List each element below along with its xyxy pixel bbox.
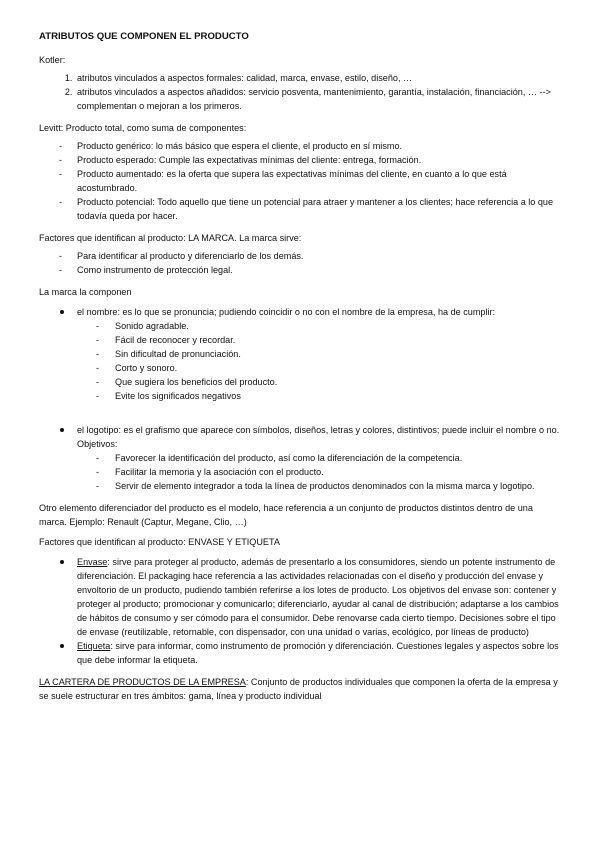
logotipo-sublist — [77, 451, 563, 493]
marca-item: - Para identificar al producto y diferenciarlo de los demás. — [77, 249, 563, 263]
levitt-item: - Producto aumentado: es la oferta que supera las expectativas mínimas del cliente, en cuanto a lo que está acostumbrado. — [77, 167, 563, 195]
levitt-item: - Producto genérico: lo más básico que espera el cliente, el producto en sí mismo. — [77, 139, 563, 153]
nombre-subitem: - Fácil de reconocer y recordar. — [115, 333, 563, 347]
nombre-subitem: - Sin dificultad de pronunciación. — [115, 347, 563, 361]
levitt-item: - Producto esperado: Cumple las expectativas mínimas del cliente: entrega, formación. — [77, 153, 563, 167]
levitt-item: - Producto potencial: Todo aquello que tiene un potencial para atraer y mantener a los clientes; hace referencia a lo que todavía queda por hacer. — [77, 195, 563, 223]
marca-nombre-text: el nombre: es lo que se pronuncia; pudiendo coincidir o no con el nombre de la empresa, ha de cumplir: — [77, 307, 496, 317]
cartera-text: : Conjunto de productos individuales que componen la oferta de la empresa y se suele estructurar en tres ámbitos: gama, línea y producto individual — [39, 677, 558, 701]
marca-list — [39, 249, 563, 277]
document-title: ATRIBUTOS QUE COMPONEN EL PRODUCTO — [39, 31, 249, 42]
envase-list — [39, 555, 563, 667]
marca-heading: Factores que identifican al producto: LA MARCA. La marca sirve: — [39, 233, 302, 243]
cartera-paragraph — [39, 675, 563, 703]
kotler-heading: Kotler: — [39, 55, 66, 65]
kotler-item: 2. atributos vinculados a aspectos añadidos: servicio posventa, mantenimiento, garantía, instalación, financiación, … --> complementan o mejoran a los primeros. — [75, 85, 563, 113]
marca-logotipo-item — [77, 423, 563, 493]
marca-logotipo-text: el logotipo: es el grafismo que aparece con símbolos, diseños, letras y colores, distintivos; puede incluir el nombre o no. Objetivos: — [77, 425, 560, 449]
marca-nombre-item — [77, 305, 563, 403]
nombre-subitem: - Corto y sonoro. — [115, 361, 563, 375]
envase-text: : sirve para proteger al producto, además de presentarlo a los consumidores, siendo un potente instrumento de diferenciación. El packaging hace referencia a las actividades relacionadas con el diseño y producción del envase y envoltorio de un producto, pudiendo también referirse a los lotes de producto. Los objetivos del envase son: contener y proteger al producto; promocionar y comunicarlo; diferenciarlo, ayudar al canal de distribución; adaptarse a los cambios de hábitos de consumo y ser cómodo para el consumidor. Debe renovarse cada cierto tiempo. Decisiones sobre el tipo de envase (reutilizable, retornable, con dispensador, con una unidad o varias, ecológico, por líneas de producto) — [77, 557, 559, 637]
nombre-sublist — [77, 319, 563, 403]
logotipo-subitem: - Facilitar la memoria y la asociación con el producto. — [115, 465, 563, 479]
nombre-subitem: - Que sugiera los beneficios del producto. — [115, 375, 563, 389]
modelo-paragraph: Otro elemento diferenciador del producto es el modelo, hace referencia a un conjunto de productos distintos dentro de una marca. Ejemplo: Renault (Captur, Megane, Clio, …) — [39, 503, 533, 527]
cartera-label: LA CARTERA DE PRODUCTOS DE LA EMPRESA — [39, 677, 246, 687]
nombre-subitem: - Sonido agradable. — [115, 319, 563, 333]
etiqueta-label: Etiqueta — [77, 641, 111, 651]
logotipo-subitem: - Favorecer la identificación del producto, así como la diferenciación de la competencia. — [115, 451, 563, 465]
levitt-list — [39, 139, 563, 223]
envase-label: Envase — [77, 557, 108, 567]
envase-item — [77, 555, 563, 639]
kotler-list — [39, 71, 563, 113]
etiqueta-item — [77, 639, 563, 667]
etiqueta-text: : sirve para informar, como instrumento de promoción y diferenciación. Cuestiones legales y aspectos sobre los que debe informar la etiqueta. — [77, 641, 559, 665]
marca-components-list — [39, 305, 563, 493]
levitt-heading: Levitt: Producto total, como suma de componentes: — [39, 123, 247, 133]
marca-item: - Como instrumento de protección legal. — [77, 263, 563, 277]
kotler-item: 1. atributos vinculados a aspectos formales: calidad, marca, envase, estilo, diseño, … — [75, 71, 563, 85]
logotipo-subitem: - Servir de elemento integrador a toda la línea de productos denominados con la misma marca y logotipo. — [115, 479, 563, 493]
envase-heading: Factores que identifican al producto: ENVASE Y ETIQUETA — [39, 537, 280, 547]
marca-compone-heading: La marca la componen — [39, 287, 132, 297]
nombre-subitem: - Evite los significados negativos — [115, 389, 563, 403]
